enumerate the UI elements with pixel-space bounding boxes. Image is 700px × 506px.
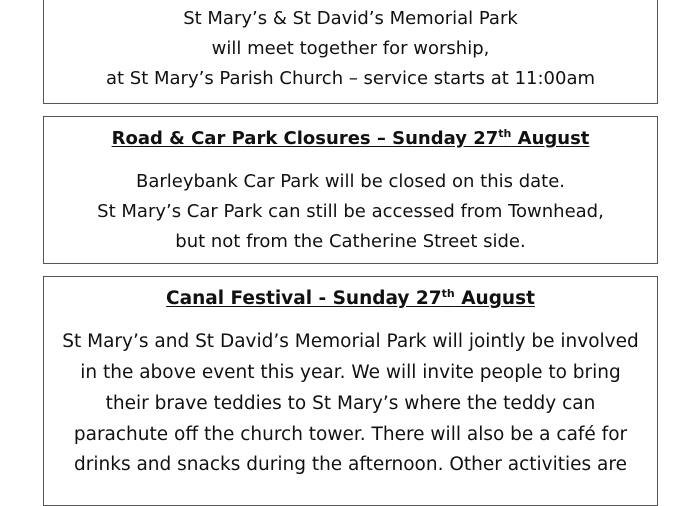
worship-line-3: at St Mary’s Parish Church – service starts at 11:00am	[105, 68, 596, 89]
closures-line-3: but not from the Catherine Street side.	[175, 231, 526, 252]
festival-line-1: St Mary’s and St David’s Memorial Park will jointly be involved	[62, 331, 639, 352]
closures-heading	[44, 124, 657, 154]
festival-line-4: parachute off the church tower. There will also be a café for	[73, 424, 628, 445]
festival-line-3: their brave teddies to St Mary’s where the teddy can	[105, 393, 596, 414]
closures-line-1: Barleybank Car Park will be closed on this date.	[135, 171, 566, 192]
closures-heading-month: August	[511, 128, 590, 149]
closures-notice	[43, 116, 658, 264]
closures-line-2: St Mary’s Car Park can still be accessed from Townhead,	[97, 201, 604, 222]
closures-heading-ordinal: th	[498, 127, 512, 140]
festival-heading-text: Canal Festival - Sunday 27	[166, 288, 442, 309]
canal-festival-notice	[43, 276, 658, 506]
festival-line-2: in the above event this year. We will invite people to bring	[80, 362, 621, 383]
festival-heading	[44, 284, 657, 314]
worship-notice	[43, 0, 658, 104]
festival-heading-ordinal: th	[441, 286, 455, 300]
festival-heading-month: August	[454, 288, 535, 309]
worship-line-2: will meet together for worship,	[211, 38, 490, 59]
festival-line-5: drinks and snacks during the afternoon. Other activities are	[74, 454, 627, 475]
worship-line-1: St Mary’s & St David’s Memorial Park	[183, 8, 518, 29]
closures-heading-text: Road & Car Park Closures – Sunday 27	[111, 128, 499, 149]
